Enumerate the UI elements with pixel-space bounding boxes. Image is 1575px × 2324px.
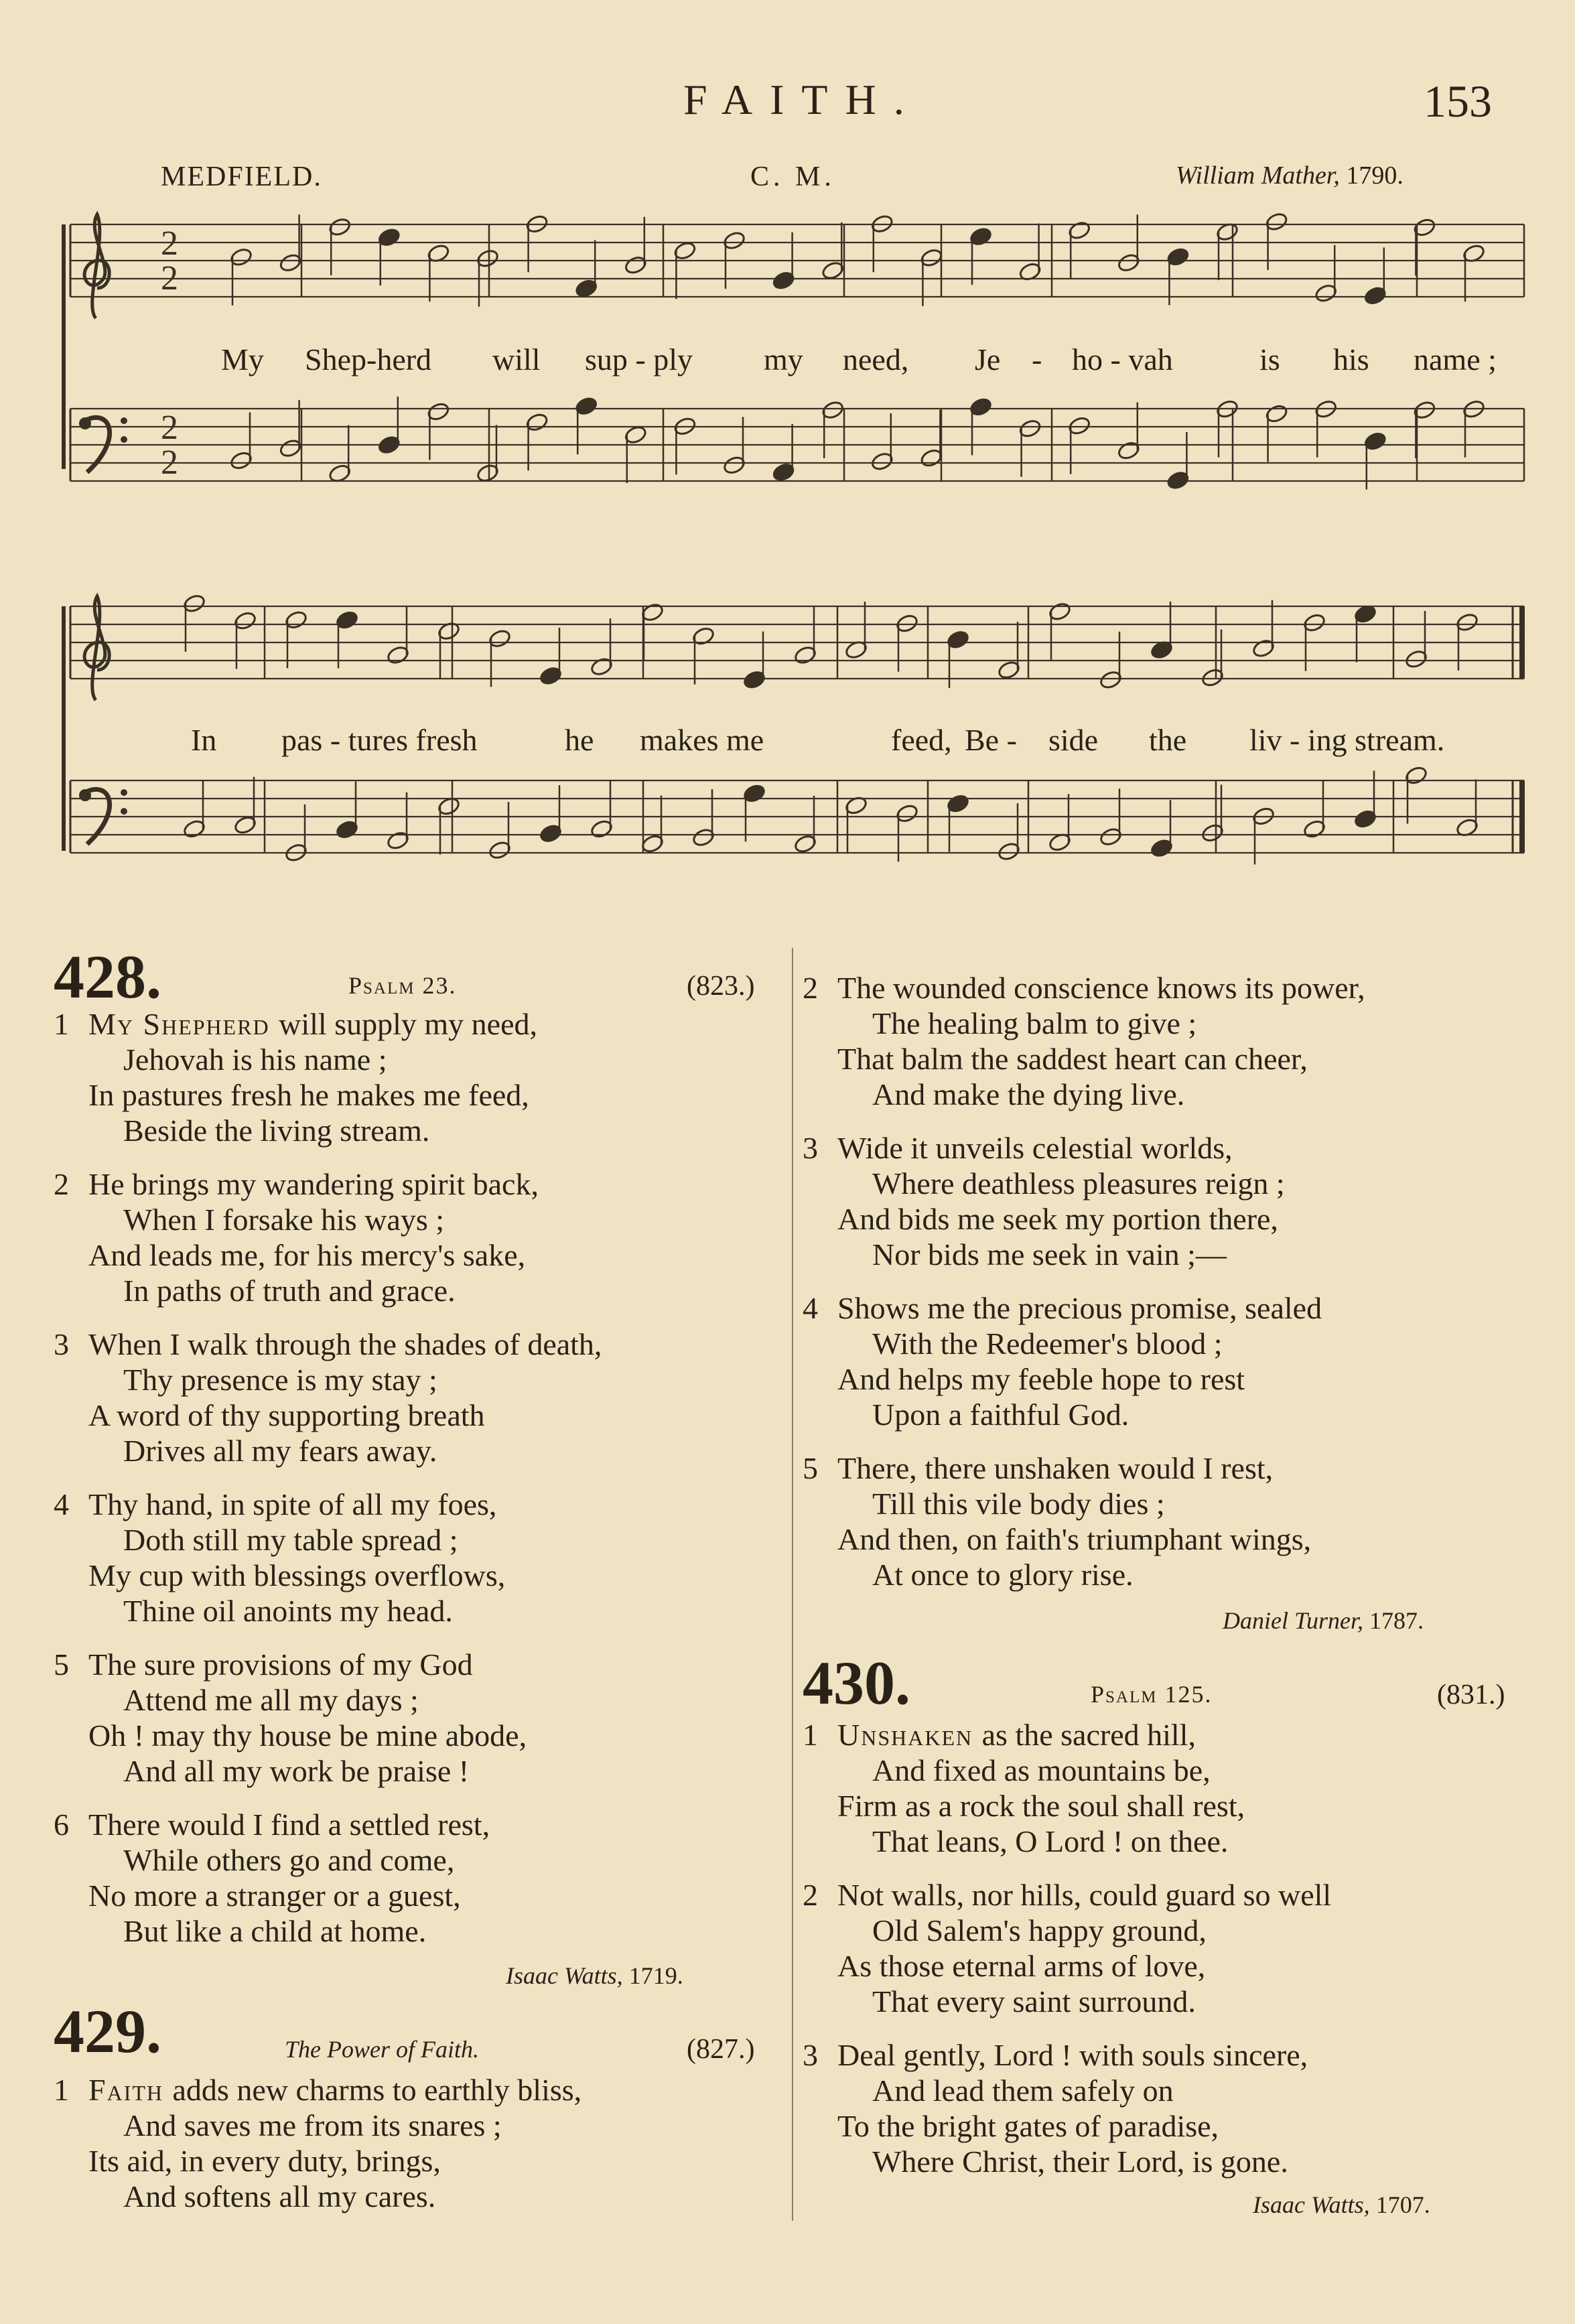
verse-number: 5	[803, 1451, 818, 1485]
hymn-429-stanza-1	[54, 2072, 581, 2214]
stanza-line	[803, 1077, 1365, 1112]
bass-clef-dot	[121, 789, 127, 796]
stanza-text: At once to glory rise.	[872, 1558, 1134, 1592]
bass-clef-dot	[121, 417, 127, 424]
stanza-text: And saves me from its snares ;	[123, 2108, 502, 2142]
stanza-text: Thy presence is my stay ;	[123, 1363, 437, 1397]
stanza	[803, 1290, 1365, 1432]
stanza-text: And then, on faith's triumphant wings,	[837, 1522, 1312, 1556]
stanza-text: But like a child at home.	[123, 1914, 427, 1948]
treble-clef-icon	[84, 214, 109, 318]
bass-clef-dot	[79, 789, 91, 801]
stanza-line	[803, 1877, 1331, 1913]
lyric-syllable: feed,	[891, 723, 952, 757]
stanza-line	[54, 1077, 602, 1113]
stanza-line	[803, 1824, 1331, 1859]
verse-number: 6	[54, 1807, 69, 1842]
hymn-429-subtitle: The Power of Faith.	[285, 2036, 479, 2063]
stanza-text: With the Redeemer's blood ;	[872, 1326, 1223, 1361]
stanza	[54, 1166, 602, 1308]
stanza-text: He brings my wandering spirit back,	[88, 1167, 539, 1201]
stanza	[803, 1717, 1331, 1859]
stanza-line	[54, 2143, 581, 2179]
stanza-text: Not walls, nor hills, could guard so well	[837, 1878, 1332, 1912]
stanza-line	[54, 1842, 602, 1878]
lyric-syllable: -	[1032, 342, 1042, 377]
stanza-line	[54, 2072, 581, 2108]
stanza-line	[803, 1557, 1365, 1592]
hymn-430-subtitle: Psalm 125.	[1091, 1681, 1213, 1708]
stanza-text: And softens all my cares.	[123, 2179, 436, 2213]
stanza-line	[54, 1753, 602, 1789]
stanza-text: As those eternal arms of love,	[837, 1949, 1206, 1983]
stanza-line	[803, 1201, 1365, 1237]
stanza-text: The healing balm to give ;	[872, 1006, 1197, 1040]
time-signature: 2	[161, 443, 178, 482]
stanza	[54, 1807, 602, 1949]
stanza-line	[803, 2144, 1331, 2179]
lyric-syllable: makes me	[640, 723, 764, 757]
stanza-text: Wide it unveils celestial worlds,	[837, 1131, 1233, 1165]
stanza-line	[54, 1042, 602, 1077]
stanza-line	[54, 1397, 602, 1433]
stanza-text: Where Christ, their Lord, is gone.	[872, 2144, 1288, 2179]
lyric-syllable: Shep-herd	[305, 342, 432, 377]
verse-number: 3	[803, 2038, 818, 2072]
stanza-line	[803, 1753, 1331, 1788]
stanza-line	[803, 1130, 1365, 1166]
stanza-line	[803, 1397, 1365, 1432]
hymn-430-ref: (831.)	[1437, 1680, 1505, 1710]
hymn-428-number: 428.	[54, 943, 161, 1011]
stanza	[803, 2037, 1331, 2179]
stanza-line	[54, 1682, 602, 1718]
stanza-line	[54, 1558, 602, 1593]
bass-clef-dot	[121, 436, 127, 443]
stanza	[803, 1877, 1331, 2019]
stanza-line	[54, 1593, 602, 1629]
stanza-text: Beside the living stream.	[123, 1113, 430, 1148]
stanza-text: That balm the saddest heart can cheer,	[837, 1042, 1308, 1076]
lyric-syllable: My	[221, 342, 264, 377]
verse-number: 3	[54, 1327, 69, 1361]
hymn-428-ref: (823.)	[687, 971, 755, 1002]
music-score	[0, 0, 1575, 951]
stanza-text: There, there unshaken would I rest,	[837, 1451, 1274, 1485]
verse-number: 5	[54, 1647, 69, 1682]
stanza-text: Attend me all my days ;	[123, 1683, 419, 1717]
stanza	[54, 1326, 602, 1468]
stanza-text: Doth still my table spread ;	[123, 1523, 458, 1557]
stanza-text: And leads me, for his mercy's sake,	[88, 1238, 526, 1272]
stanza-text: And all my work be praise !	[123, 1754, 470, 1788]
stanza-text: Deal gently, Lord ! with souls sincere,	[837, 2038, 1308, 2072]
stanza-text: There would I find a settled rest,	[88, 1807, 490, 1842]
stanza-line	[803, 2108, 1331, 2144]
stanza-text: When I forsake his ways ;	[123, 1203, 445, 1237]
lyric-syllable: will	[492, 342, 541, 377]
stanza-line	[54, 1807, 602, 1842]
stanza-text: And bids me seek my portion there,	[837, 1202, 1278, 1236]
stanza-line	[803, 1361, 1365, 1397]
stanza-line	[54, 2179, 581, 2214]
stanza-text: A word of thy supporting breath	[88, 1398, 485, 1432]
stanza-text: will supply my need,	[279, 1007, 538, 1041]
lyric-syllable: he	[565, 723, 594, 757]
stanza-text: And helps my feeble hope to rest	[837, 1362, 1245, 1396]
lyric-syllable: ho - vah	[1072, 342, 1173, 377]
hymn-428-author: Isaac Watts, 1719.	[506, 1962, 683, 1989]
stanza-line	[803, 2037, 1331, 2073]
verse-number: 4	[803, 1291, 818, 1325]
tune-meter: C. M.	[750, 161, 835, 192]
stanza-text: In paths of truth and grace.	[123, 1274, 456, 1308]
bass-clef-dot	[121, 808, 127, 815]
verse-number: 2	[803, 1878, 818, 1912]
lyric-syllable: name ;	[1414, 342, 1497, 377]
stanza-text: adds new charms to earthly bliss,	[172, 2073, 582, 2107]
stanza-line	[803, 1041, 1365, 1077]
verse-number: 4	[54, 1487, 69, 1521]
hymn-429-stanzas-cont	[803, 970, 1365, 1592]
page-title: FAITH.	[683, 76, 922, 123]
stanza-text: as the sacred hill,	[981, 1718, 1196, 1752]
stanza-line	[54, 1166, 602, 1202]
lyric-syllable: side	[1048, 723, 1099, 757]
stanza-text: Where deathless pleasures reign ;	[872, 1166, 1285, 1201]
stanza-line	[54, 1273, 602, 1308]
stanza	[803, 970, 1365, 1112]
stanza-line	[803, 1006, 1365, 1041]
stanza-text: And lead them safely on	[872, 2073, 1174, 2108]
stanza-line	[54, 1878, 602, 1913]
stanza-text: Shows me the precious promise, sealed	[837, 1291, 1322, 1325]
verse-number: 2	[803, 971, 818, 1005]
stanza-line	[803, 1717, 1331, 1753]
stanza-text: Thy hand, in spite of all my foes,	[88, 1487, 497, 1521]
time-signature: 2	[161, 409, 178, 447]
stanza	[54, 2072, 581, 2214]
verse-number: 1	[54, 2073, 69, 2107]
stanza-text: While others go and come,	[123, 1843, 455, 1877]
stanza-text: And fixed as mountains be,	[872, 1753, 1211, 1787]
stanza-first-word: My Shepherd	[88, 1007, 279, 1041]
stanza-line	[803, 970, 1365, 1006]
lyric-syllable: my	[764, 342, 803, 377]
stanza-text: The sure provisions of my God	[88, 1647, 473, 1682]
stanza-line	[803, 1166, 1365, 1201]
lyric-syllable: sup - ply	[585, 342, 693, 377]
verse-number: 2	[54, 1167, 69, 1201]
tune-name: MEDFIELD.	[161, 161, 322, 192]
hymn-429-ref: (827.)	[687, 2034, 755, 2065]
stanza-text: In pastures fresh he makes me feed,	[88, 1078, 529, 1112]
lyric-syllable: In	[191, 723, 217, 757]
stanza-text: No more a stranger or a guest,	[88, 1878, 461, 1913]
time-signature: 2	[161, 224, 178, 263]
stanza-text: Till this vile body dies ;	[872, 1487, 1165, 1521]
stanza-line	[54, 1522, 602, 1558]
hymn-430-number: 430.	[803, 1649, 910, 1717]
stanza-line	[54, 1113, 602, 1148]
stanza-text: When I walk through the shades of death,	[88, 1327, 602, 1361]
stanza-line	[54, 1433, 602, 1468]
stanza-line	[54, 1237, 602, 1273]
verse-number: 1	[803, 1718, 818, 1752]
stanza	[54, 1487, 602, 1629]
stanza-line	[54, 1647, 602, 1682]
hymn-429-number: 429.	[54, 1997, 161, 2065]
stanza-text: That leans, O Lord ! on thee.	[872, 1824, 1229, 1858]
stanza-line	[54, 1913, 602, 1949]
lyric-syllable: need,	[843, 342, 909, 377]
stanza-first-word: Faith	[88, 2073, 173, 2107]
stanza-text: My cup with blessings overflows,	[88, 1558, 506, 1592]
stanza-text: Oh ! may thy house be mine abode,	[88, 1718, 527, 1753]
column-divider	[792, 948, 793, 2221]
stanza-line	[803, 1237, 1365, 1272]
lyric-syllable: the	[1149, 723, 1187, 757]
stanza-text: Jehovah is his name ;	[123, 1042, 387, 1077]
stanza-line	[803, 1788, 1331, 1824]
bass-clef-dot	[79, 417, 91, 429]
lyric-syllable: is	[1259, 342, 1280, 377]
stanza-text: Thine oil anoints my head.	[123, 1594, 453, 1628]
stanza-line	[803, 1290, 1365, 1326]
stanza-line	[803, 1450, 1365, 1486]
stanza-text: The wounded conscience knows its power,	[837, 971, 1365, 1005]
stanza-text: Old Salem's happy ground,	[872, 1913, 1207, 1947]
stanza-line	[54, 1487, 602, 1522]
stanza-text: Its aid, in every duty, brings,	[88, 2144, 441, 2178]
stanza-line	[803, 1521, 1365, 1557]
hymn-430-author: Isaac Watts, 1707.	[1253, 2191, 1430, 2218]
treble-clef-icon	[84, 596, 109, 700]
stanza-line	[803, 1326, 1365, 1361]
lyric-syllable: liv - ing stream.	[1249, 723, 1445, 757]
hymn-428-stanzas	[54, 1006, 602, 1949]
stanza-line	[54, 2108, 581, 2143]
stanza-text: Firm as a rock the soul shall rest,	[837, 1789, 1245, 1823]
verse-number: 1	[54, 1007, 69, 1041]
stanza-first-word: Unshaken	[837, 1718, 982, 1752]
stanza-text: Nor bids me seek in vain ;—	[872, 1237, 1227, 1272]
hymn-430-stanzas	[803, 1717, 1331, 2179]
stanza-line	[54, 1718, 602, 1753]
stanza	[803, 1130, 1365, 1272]
stanza-text: To the bright gates of paradise,	[837, 2109, 1219, 2143]
verse-number: 3	[803, 1131, 818, 1165]
stanza-line	[803, 1486, 1365, 1521]
lyric-syllable: his	[1333, 342, 1369, 377]
stanza	[54, 1006, 602, 1148]
lyric-syllable: pas - tures fresh	[281, 723, 478, 757]
lyric-syllable: Je	[975, 342, 1001, 377]
stanza	[54, 1647, 602, 1789]
stanza-line	[803, 1948, 1331, 1984]
stanza-line	[54, 1006, 602, 1042]
stanza-line	[803, 1913, 1331, 1948]
stanza-line	[54, 1326, 602, 1362]
stanza-text: And make the dying live.	[872, 1077, 1185, 1111]
page-number: 153	[1424, 76, 1492, 127]
stanza-text: Drives all my fears away.	[123, 1434, 437, 1468]
lyric-syllable: Be -	[965, 723, 1017, 757]
tune-composer: William Mather, 1790.	[1176, 161, 1403, 190]
stanza	[803, 1450, 1365, 1592]
hymn-428-subtitle: Psalm 23.	[348, 972, 457, 999]
stanza-line	[54, 1202, 602, 1237]
stanza-line	[54, 1362, 602, 1397]
stanza-text: Upon a faithful God.	[872, 1397, 1129, 1432]
time-signature: 2	[161, 259, 178, 297]
stanza-line	[803, 1984, 1331, 2019]
stanza-text: That every saint surround.	[872, 1984, 1196, 2019]
hymn-429-author: Daniel Turner, 1787.	[1223, 1607, 1424, 1634]
stanza-line	[803, 2073, 1331, 2108]
